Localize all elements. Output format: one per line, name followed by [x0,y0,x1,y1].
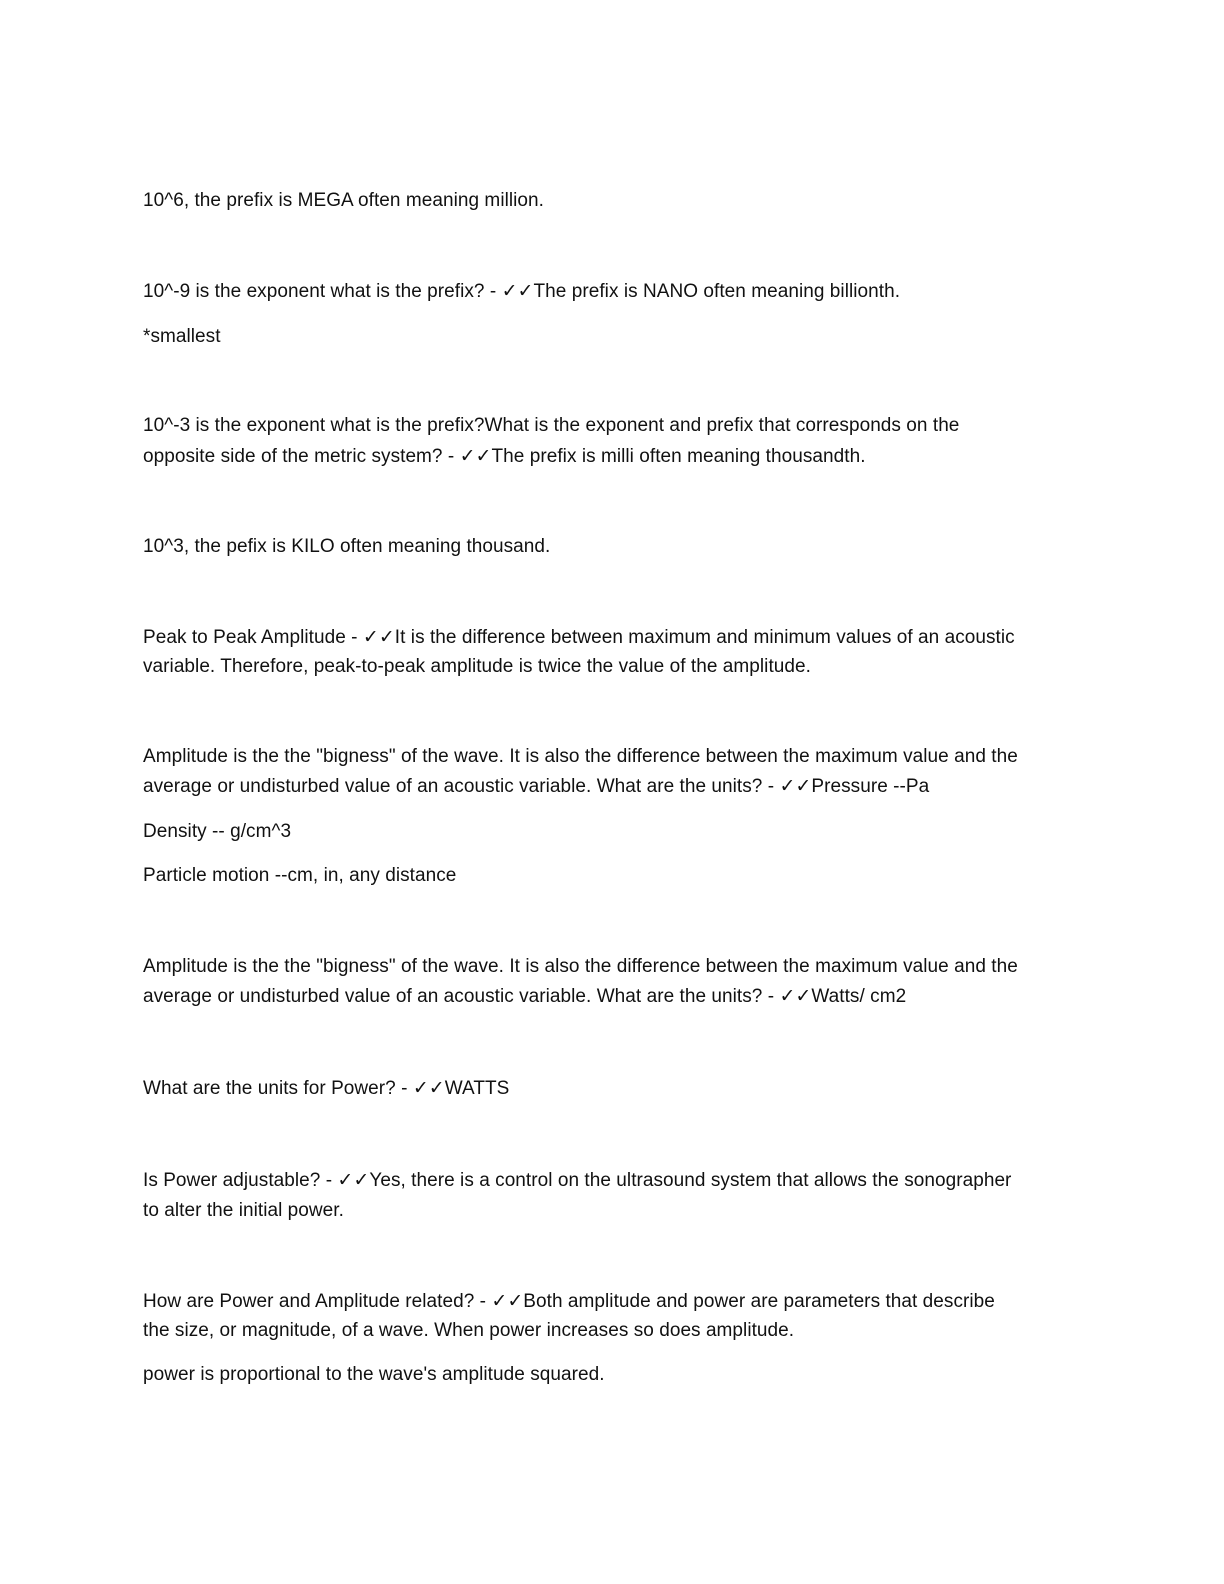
text-line-amplitude-2a: Amplitude is the the "bigness" of the wave. It is also the difference between the maximum value and the [143,956,1018,977]
text-line-smallest: *smallest [143,326,221,347]
text-line-milli-question-2: opposite side of the metric system? - ✓✓The prefix is milli often meaning thousandth. [143,446,866,467]
text-line-power-adjustable-1: Is Power adjustable? - ✓✓Yes, there is a control on the ultrasound system that allows the sonographer [143,1170,1012,1191]
text-line-power-amplitude-2: the size, or magnitude, of a wave. When power increases so does amplitude. [143,1320,795,1341]
text-line-density: Density -- g/cm^3 [143,821,292,842]
text-line-nano-question: 10^-9 is the exponent what is the prefix? - ✓✓The prefix is NANO often meaning billionth. [143,281,901,302]
text-line-power-amplitude-3: power is proportional to the wave's amplitude squared. [143,1364,605,1385]
text-line-peak-to-peak-2: variable. Therefore, peak-to-peak amplitude is twice the value of the amplitude. [143,656,811,677]
text-line-power-units: What are the units for Power? - ✓✓WATTS [143,1078,510,1099]
text-line-power-adjustable-2: to alter the initial power. [143,1200,344,1221]
text-line-milli-question-1: 10^-3 is the exponent what is the prefix?What is the exponent and prefix that corresponds on the [143,415,960,436]
text-line-peak-to-peak-1: Peak to Peak Amplitude - ✓✓It is the difference between maximum and minimum values of an acoustic [143,627,1015,648]
text-line-mega: 10^6, the prefix is MEGA often meaning million. [143,190,544,211]
text-line-amplitude-1b: average or undisturbed value of an acoustic variable. What are the units? - ✓✓Pressure --Pa [143,776,930,797]
text-line-amplitude-2b: average or undisturbed value of an acoustic variable. What are the units? - ✓✓Watts/ cm2 [143,986,907,1007]
text-line-amplitude-1a: Amplitude is the the "bigness" of the wave. It is also the difference between the maximum value and the [143,746,1018,767]
text-line-kilo: 10^3, the pefix is KILO often meaning thousand. [143,536,551,557]
text-line-particle-motion: Particle motion --cm, in, any distance [143,865,457,886]
text-line-power-amplitude-1: How are Power and Amplitude related? - ✓✓Both amplitude and power are parameters that describe [143,1291,995,1312]
